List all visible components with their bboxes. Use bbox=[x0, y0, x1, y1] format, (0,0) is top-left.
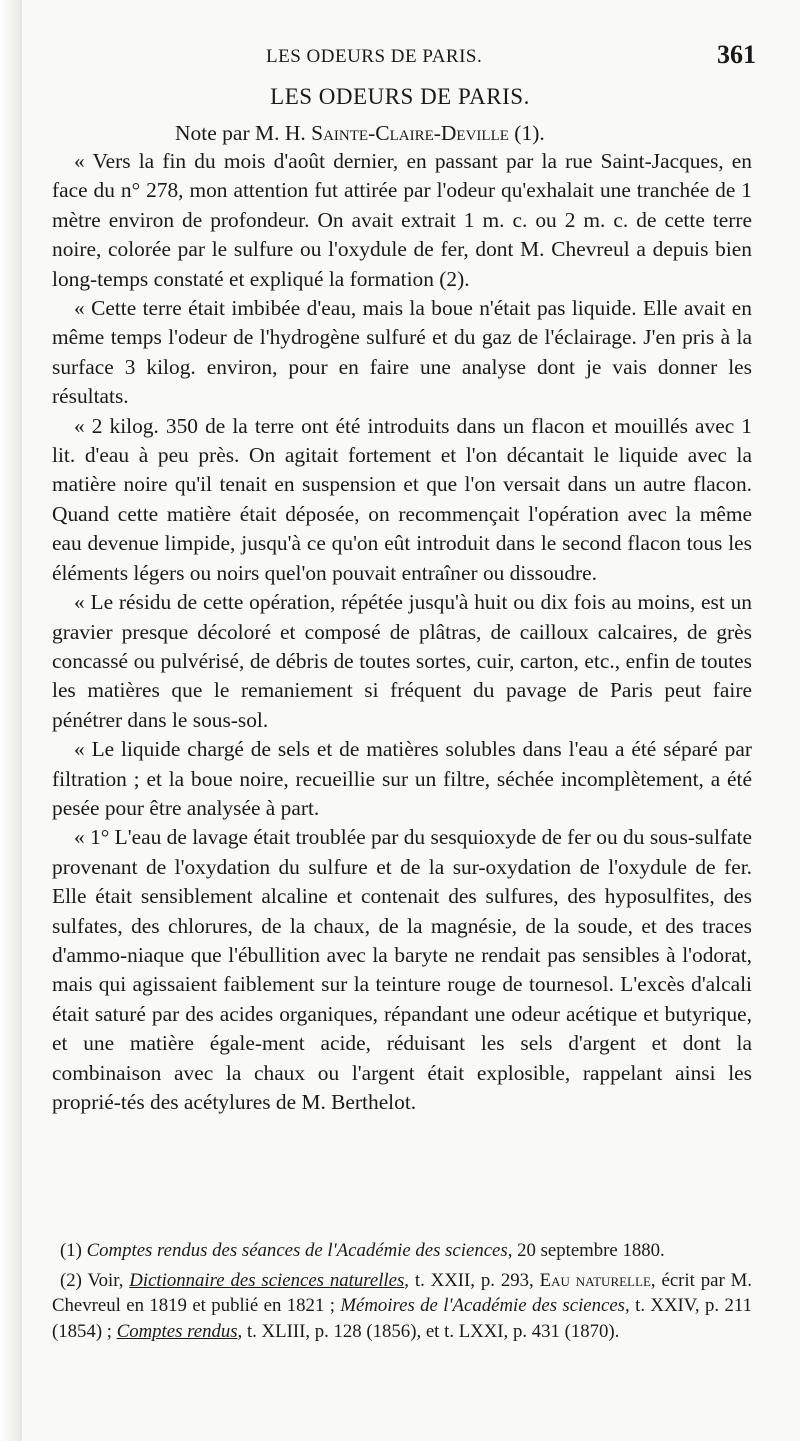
footnote-2-memoires: Mémoires de l'Académie des sciences bbox=[340, 1295, 625, 1316]
footnote-1-mark: (1) bbox=[60, 1240, 87, 1261]
paragraph: « Le liquide chargé de sels et de matières solubles dans l'eau a été séparé par filtration ; et la boue noire, recueillie sur un filtre, séchée incomplètement, a été pesée pour être analysée à part. bbox=[52, 737, 752, 820]
article-body bbox=[52, 147, 752, 1117]
footnote-1-source: Comptes rendus des séances de l'Académie des sciences bbox=[86, 1240, 508, 1261]
footnote-2-dictionary: Dictionnaire des sciences naturelles bbox=[129, 1269, 405, 1291]
paragraph: « 1° L'eau de lavage était troublée par du sesquioxyde de fer ou du sous-sulfate provenant de l'oxydation du sulfure et de la sur-oxydation de l'oxydule de fer. Elle était sensiblement alcaline et contenait des sulfures, des hyposulfites, des sulfates, des chlorures, de la chaux, de la magnésie, de la soude, et des traces d'ammo-niaque que l'ébullition avec la baryte ne rendait pas sensibles à l'odorat, mais qui agissaient faiblement sur la teinture rouge de tournesol. L'excès d'alcali était saturé par des acides organiques, répandant une odeur acétique et butyrique, et une matière égale-ment acide, réduisant les sels d'argent et dont la combinaison avec la chaux ou l'argent était explosible, rappelant ainsi les proprié-tés des acétylures de M. Berthelot. bbox=[52, 825, 752, 1114]
page-header bbox=[56, 40, 770, 80]
footnote-2-entry: Eau naturelle bbox=[539, 1269, 651, 1291]
byline-author: Sainte-Claire-Deville bbox=[311, 121, 509, 145]
byline bbox=[175, 121, 545, 146]
footnote-2-mark: (2) Voir, bbox=[60, 1269, 130, 1291]
byline-prefix: Note par M. H. bbox=[175, 121, 312, 145]
footnote-2 bbox=[52, 1268, 752, 1345]
paragraph: « Cette terre était imbibée d'eau, mais la boue n'était pas liquide. Elle avait en même temps l'odeur de l'hydrogène sulfuré et du gaz de l'éclairage. J'en pris à la surface 3 kilog. environ, pour en faire une analyse dont je vais donner les résultats. bbox=[52, 296, 752, 409]
footnote-1 bbox=[52, 1238, 752, 1264]
page-number: 361 bbox=[717, 40, 756, 69]
footnote-2-part-b: , écrit par M. Chevreul en 1819 et publié en 1821 ; bbox=[52, 1269, 752, 1316]
paragraph: « Vers la fin du mois d'août dernier, en passant par la rue Saint-Jacques, en face du n° 278, mon attention fut attirée par l'odeur qu'exhalait une tranchée de 1 mètre environ de profondeur. On avait extrait 1 m. c. ou 2 m. c. de cette terre noire, colorée par le sulfure ou l'oxydule de fer, dont M. Chevreul a depuis bien long-temps constaté et expliqué la formation (2). bbox=[52, 149, 752, 291]
footnote-2-part-c: , t. XXIV, p. 211 (1854) ; bbox=[52, 1295, 752, 1342]
byline-footnote-ref: (1). bbox=[508, 121, 545, 145]
paragraph: « 2 kilog. 350 de la terre ont été introduits dans un flacon et mouillés avec 1 lit. d'eau à peu près. On agitait fortement et l'on décantait le liquide avec la matière noire qu'il tenait en suspension et que l'on versait dans un autre flacon. Quand cette matière était déposée, on recommençait l'opération avec la même eau devenue limpide, jusqu'à ce qu'on eût introduit dans le second flacon tous les éléments légers ou noirs quel'on pouvait entraîner ou dissoudre. bbox=[52, 413, 752, 585]
footnote-2-part-d: , t. XLIII, p. 128 (1856), et t. LXXI, p. 431 (1870). bbox=[237, 1320, 620, 1342]
article-title: LES ODEURS DE PARIS. bbox=[270, 84, 530, 109]
paragraph: « Le résidu de cette opération, répétée jusqu'à huit ou dix fois au moins, est un gravier presque décoloré et composé de plâtras, de cailloux calcaires, de grès concassé ou pulvérisé, de débris de toutes sortes, cuir, carton, etc., enfin de toutes les matières que le remaniement si fréquent du pavage de Paris peut faire pénétrer dans le sous-sol. bbox=[52, 590, 752, 732]
footnote-1-rest: , 20 septembre 1880. bbox=[507, 1240, 665, 1261]
page-spine-shadow bbox=[0, 0, 22, 1441]
running-title: LES ODEURS DE PARIS. bbox=[266, 46, 483, 67]
footnote-2-comptes: Comptes rendus bbox=[116, 1320, 238, 1342]
footnotes bbox=[52, 1238, 752, 1348]
footnote-2-part-a: , t. XXII, p. 293, bbox=[404, 1269, 540, 1291]
